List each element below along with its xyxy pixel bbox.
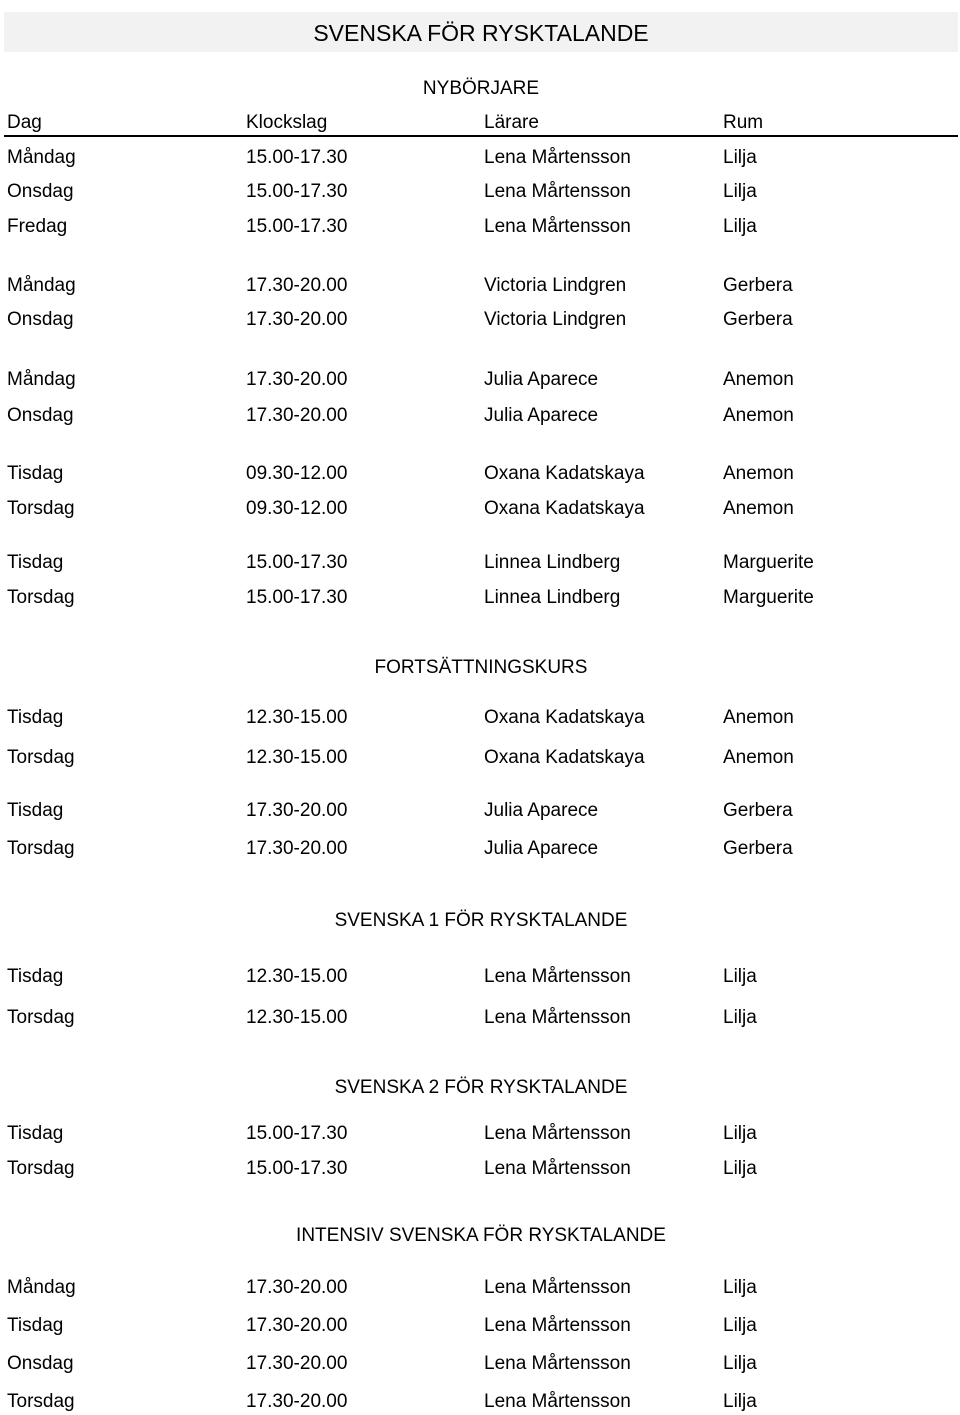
cell-room: Anemon bbox=[723, 405, 794, 426]
cell-day: Torsdag bbox=[7, 498, 75, 519]
cell-room: Lilja bbox=[723, 181, 757, 202]
cell-time: 17.30-20.00 bbox=[246, 369, 348, 390]
cell-day: Tisdag bbox=[7, 1123, 64, 1144]
cell-time: 15.00-17.30 bbox=[246, 1158, 348, 1179]
table-row bbox=[0, 1391, 960, 1413]
cell-time: 17.30-20.00 bbox=[246, 800, 348, 821]
cell-time: 09.30-12.00 bbox=[246, 463, 348, 484]
cell-time: 17.30-20.00 bbox=[246, 405, 348, 426]
table-row bbox=[0, 498, 960, 520]
cell-room: Gerbera bbox=[723, 800, 793, 821]
cell-time: 15.00-17.30 bbox=[246, 587, 348, 608]
cell-time: 17.30-20.00 bbox=[246, 838, 348, 859]
cell-room: Gerbera bbox=[723, 309, 793, 330]
table-row bbox=[0, 405, 960, 427]
cell-room: Lilja bbox=[723, 216, 757, 237]
table-row bbox=[0, 309, 960, 331]
cell-teacher: Linnea Lindberg bbox=[484, 587, 621, 608]
cell-teacher: Julia Aparece bbox=[484, 838, 599, 859]
table-row bbox=[0, 216, 960, 238]
cell-teacher: Lena Mårtensson bbox=[484, 1391, 631, 1412]
cell-time: 15.00-17.30 bbox=[246, 147, 348, 168]
cell-day: Måndag bbox=[7, 1277, 76, 1298]
table-row bbox=[0, 800, 960, 822]
cell-teacher: Oxana Kadatskaya bbox=[484, 747, 645, 768]
cell-room: Anemon bbox=[723, 707, 794, 728]
cell-room: Lilja bbox=[723, 1391, 757, 1412]
cell-day: Måndag bbox=[7, 147, 76, 168]
cell-room: Lilja bbox=[723, 1315, 757, 1336]
table-row bbox=[0, 1353, 960, 1375]
table-row bbox=[0, 275, 960, 297]
cell-day: Måndag bbox=[7, 275, 76, 296]
cell-time: 12.30-15.00 bbox=[246, 1007, 348, 1028]
cell-teacher: Lena Mårtensson bbox=[484, 1277, 631, 1298]
section-title-nyborjare: NYBÖRJARE bbox=[422, 78, 540, 99]
cell-room: Gerbera bbox=[723, 838, 793, 859]
header-klockslag: Klockslag bbox=[246, 112, 328, 133]
cell-time: 17.30-20.00 bbox=[246, 1315, 348, 1336]
cell-day: Torsdag bbox=[7, 1007, 75, 1028]
cell-teacher: Lena Mårtensson bbox=[484, 1353, 631, 1374]
cell-time: 12.30-15.00 bbox=[246, 966, 348, 987]
cell-day: Tisdag bbox=[7, 552, 64, 573]
cell-time: 15.00-17.30 bbox=[246, 181, 348, 202]
cell-day: Tisdag bbox=[7, 966, 64, 987]
cell-time: 17.30-20.00 bbox=[246, 275, 348, 296]
page-title: SVENSKA FÖR RYSKTALANDE bbox=[313, 20, 649, 46]
cell-teacher: Lena Mårtensson bbox=[484, 1007, 631, 1028]
cell-day: Tisdag bbox=[7, 1315, 64, 1336]
cell-teacher: Lena Mårtensson bbox=[484, 1315, 631, 1336]
table-row bbox=[0, 707, 960, 729]
table-row bbox=[0, 587, 960, 609]
cell-time: 17.30-20.00 bbox=[246, 1353, 348, 1374]
cell-room: Lilja bbox=[723, 966, 757, 987]
cell-teacher: Julia Aparece bbox=[484, 369, 599, 390]
cell-time: 15.00-17.30 bbox=[246, 1123, 348, 1144]
cell-day: Torsdag bbox=[7, 747, 75, 768]
section-title-svenska2: SVENSKA 2 FÖR RYSKTALANDE bbox=[334, 1077, 628, 1098]
cell-room: Gerbera bbox=[723, 275, 793, 296]
cell-time: 17.30-20.00 bbox=[246, 309, 348, 330]
header-rum: Rum bbox=[723, 112, 764, 133]
cell-teacher: Julia Aparece bbox=[484, 800, 599, 821]
cell-day: Onsdag bbox=[7, 405, 74, 426]
cell-time: 17.30-20.00 bbox=[246, 1391, 348, 1412]
cell-time: 09.30-12.00 bbox=[246, 498, 348, 519]
cell-day: Måndag bbox=[7, 369, 76, 390]
cell-day: Onsdag bbox=[7, 181, 74, 202]
cell-teacher: Lena Mårtensson bbox=[484, 966, 631, 987]
table-row bbox=[0, 552, 960, 574]
cell-room: Lilja bbox=[723, 1123, 757, 1144]
table-row bbox=[0, 147, 960, 169]
table-row bbox=[0, 838, 960, 860]
cell-teacher: Oxana Kadatskaya bbox=[484, 707, 645, 728]
cell-room: Marguerite bbox=[723, 587, 814, 608]
cell-teacher: Victoria Lindgren bbox=[484, 275, 627, 296]
table-row bbox=[0, 181, 960, 203]
cell-time: 12.30-15.00 bbox=[246, 707, 348, 728]
cell-room: Lilja bbox=[723, 1353, 757, 1374]
cell-teacher: Victoria Lindgren bbox=[484, 309, 627, 330]
cell-room: Anemon bbox=[723, 369, 794, 390]
header-rule bbox=[4, 135, 958, 137]
cell-teacher: Oxana Kadatskaya bbox=[484, 498, 645, 519]
cell-day: Torsdag bbox=[7, 1391, 75, 1412]
cell-day: Tisdag bbox=[7, 800, 64, 821]
table-header bbox=[0, 112, 960, 134]
cell-teacher: Lena Mårtensson bbox=[484, 147, 631, 168]
table-row bbox=[0, 966, 960, 988]
cell-teacher: Oxana Kadatskaya bbox=[484, 463, 645, 484]
cell-time: 15.00-17.30 bbox=[246, 216, 348, 237]
section-title-intensiv: INTENSIV SVENSKA FÖR RYSKTALANDE bbox=[296, 1225, 666, 1246]
cell-day: Onsdag bbox=[7, 1353, 74, 1374]
cell-time: 17.30-20.00 bbox=[246, 1277, 348, 1298]
cell-teacher: Lena Mårtensson bbox=[484, 181, 631, 202]
cell-day: Fredag bbox=[7, 216, 68, 237]
cell-room: Anemon bbox=[723, 747, 794, 768]
cell-day: Torsdag bbox=[7, 838, 75, 859]
header-dag: Dag bbox=[7, 112, 42, 133]
cell-teacher: Lena Mårtensson bbox=[484, 216, 631, 237]
cell-day: Onsdag bbox=[7, 309, 74, 330]
cell-teacher: Lena Mårtensson bbox=[484, 1123, 631, 1144]
table-row bbox=[0, 463, 960, 485]
cell-teacher: Lena Mårtensson bbox=[484, 1158, 631, 1179]
table-row bbox=[0, 1315, 960, 1337]
section-title-svenska1: SVENSKA 1 FÖR RYSKTALANDE bbox=[334, 910, 628, 931]
cell-room: Anemon bbox=[723, 463, 794, 484]
table-row bbox=[0, 1123, 960, 1145]
cell-day: Torsdag bbox=[7, 1158, 75, 1179]
cell-room: Anemon bbox=[723, 498, 794, 519]
cell-room: Lilja bbox=[723, 1007, 757, 1028]
cell-teacher: Linnea Lindberg bbox=[484, 552, 621, 573]
table-row bbox=[0, 1007, 960, 1029]
cell-room: Lilja bbox=[723, 1158, 757, 1179]
cell-teacher: Julia Aparece bbox=[484, 405, 599, 426]
cell-time: 12.30-15.00 bbox=[246, 747, 348, 768]
cell-day: Torsdag bbox=[7, 587, 75, 608]
cell-day: Tisdag bbox=[7, 463, 64, 484]
section-title-fortsattning: FORTSÄTTNINGSKURS bbox=[374, 657, 588, 678]
cell-room: Marguerite bbox=[723, 552, 814, 573]
cell-room: Lilja bbox=[723, 147, 757, 168]
cell-time: 15.00-17.30 bbox=[246, 552, 348, 573]
table-row bbox=[0, 1158, 960, 1180]
cell-room: Lilja bbox=[723, 1277, 757, 1298]
table-row bbox=[0, 369, 960, 391]
table-row bbox=[0, 1277, 960, 1299]
header-larare: Lärare bbox=[484, 112, 539, 133]
cell-day: Tisdag bbox=[7, 707, 64, 728]
table-row bbox=[0, 747, 960, 769]
